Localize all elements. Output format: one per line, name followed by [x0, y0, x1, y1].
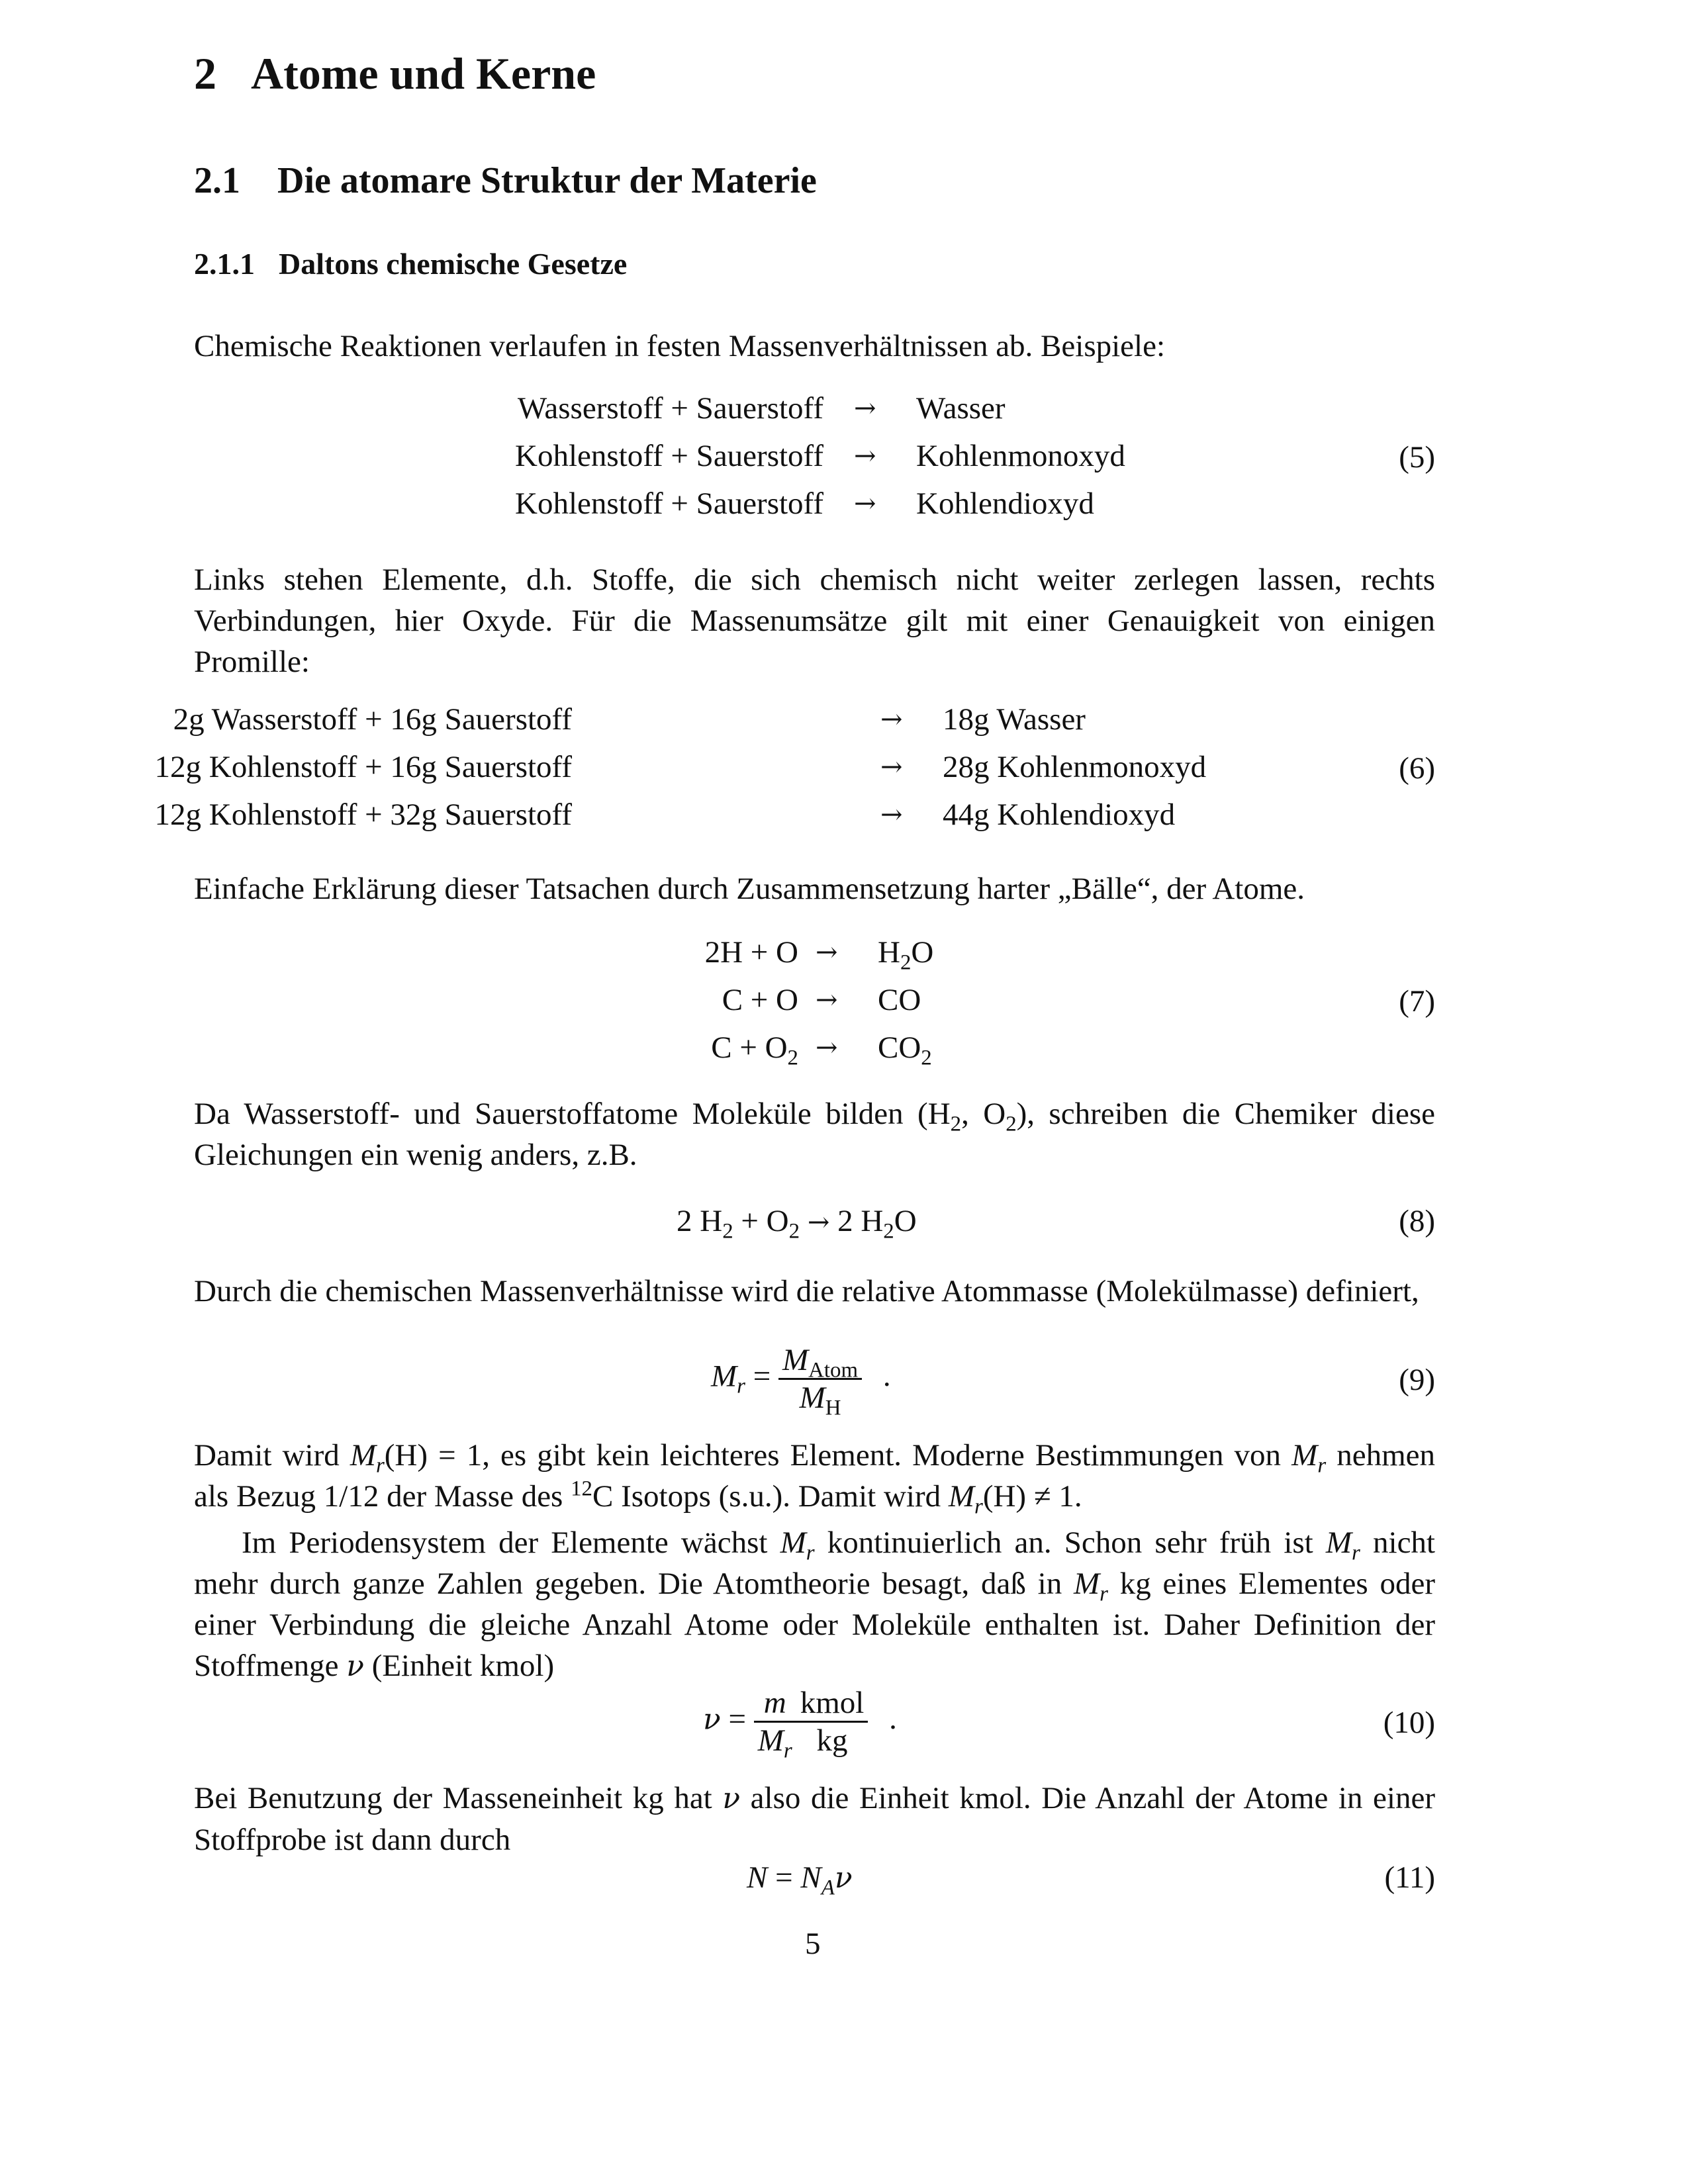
text-span: , O: [961, 1097, 1006, 1131]
fraction: $\frac{m}{M_r}$: [754, 1685, 796, 1758]
section-number: 2.1: [194, 160, 240, 201]
text-span: (H) = 1, es gibt kein leichteres Element. Moderne Bestimmungen von: [384, 1438, 1292, 1473]
arrow-icon: →: [854, 393, 876, 424]
text-span: (H) ≠ 1.: [982, 1479, 1082, 1514]
eq-right: Kohlendioxyd: [916, 486, 1094, 521]
page-number: 5: [805, 1927, 821, 1961]
arrow-icon: →: [807, 1207, 830, 1238]
paragraph-molecules: Da Wasserstoff- und Sauerstoffatome Moleküle bilden ($H_2$, $O_2$), schreiben die Chemiker diese Gleichungen ein wenig anders, z.B.: [194, 1097, 1436, 1172]
arrow-icon: →: [816, 985, 838, 1015]
eq-right: 28g Kohlenmonoxyd: [943, 750, 1207, 784]
eq-left: 12g Kohlenstoff + 32g Sauerstoff: [154, 797, 572, 832]
paragraph-atomic-mass: Durch die chemischen Massenverhältnisse wird die relative Atommasse (Molekülmasse) definiert,: [194, 1274, 1419, 1308]
eq-right: $H_2O$: [878, 935, 934, 975]
eq-right: Wasser: [916, 391, 1006, 426]
equation-number: (6): [1399, 751, 1435, 786]
eq-left: Kohlenstoff + Sauerstoff: [515, 486, 823, 521]
equation-6: [154, 702, 1231, 844]
eq-left: C + O: [722, 983, 798, 1017]
eq-left: Wasserstoff + Sauerstoff: [517, 391, 823, 426]
equation-10: ν = $\frac{m}{M_r}$ $\frac{\text{kmol}}{kg}$ .: [703, 1686, 897, 1763]
unit-fraction: [796, 1685, 868, 1758]
unit-denominator: kg: [816, 1723, 848, 1758]
arrow-icon: →: [854, 441, 876, 471]
equation-number: (5): [1399, 440, 1435, 475]
arrow-icon: →: [880, 799, 903, 830]
equation-row: [463, 438, 1125, 486]
text-span: C Isotops (s.u.). Damit wird: [592, 1479, 949, 1514]
equation-7: [662, 934, 993, 1077]
equation-row: [662, 934, 993, 982]
equation-11: $N = N_A\nu$: [747, 1860, 853, 1900]
unit-numerator: kmol: [796, 1685, 868, 1723]
subsection-heading: [194, 246, 627, 281]
subsection-title: Daltons chemische Gesetze: [279, 247, 628, 281]
paragraph-atoms: Einfache Erklärung dieser Tatsachen durch Zusammensetzung harter „Bälle“, der Atome.: [194, 872, 1305, 906]
equation-row: [662, 982, 993, 1030]
paragraph-periodic-system: Im Periodensystem der Elemente wächst $M_r$ kontinuierlich an. Schon sehr früh ist $M_r$ nicht mehr durch ganze Zahlen gegeben. Die Atomtheorie besagt, daß in $M_r$ kg eines Elementes oder einer Verbindung die gleiche Anzahl Atome oder Moleküle enthalten ist. Daher Definition der Stoffmenge ν (Einheit kmol): [194, 1525, 1435, 1683]
eq-right: 18g Wasser: [943, 702, 1086, 737]
text-span: Im Periodensystem der Elemente wächst: [242, 1525, 780, 1560]
subscript: H: [825, 1396, 841, 1420]
equation-number: (7): [1399, 984, 1435, 1019]
text-span: also die Einheit kmol. Die Anzahl der Atome in einer Stoffprobe ist dann durch: [194, 1781, 1435, 1857]
paragraph-intro: Chemische Reaktionen verlaufen in festen Massenverhältnissen ab. Beispiele:: [194, 329, 1166, 363]
paragraph-elements: Links stehen Elemente, d.h. Stoffe, die sich chemisch nicht weiter zerlegen lassen, rechts Verbindungen, hier Oxyde. Für die Massenumsätze gilt mit einer Genauigkeit von einigen Promille:: [194, 563, 1435, 679]
eq-left: $C + O_2$: [711, 1030, 798, 1070]
equation-row: [173, 702, 1231, 749]
subscript: Atom: [808, 1358, 859, 1383]
text-span: (Einheit kmol): [363, 1649, 555, 1683]
section-heading: [194, 159, 817, 202]
equation-row: [463, 390, 1125, 438]
chapter-number: 2: [194, 48, 216, 99]
eq-right: $CO_2$: [878, 1030, 932, 1070]
text-span: kontinuierlich an. Schon sehr früh ist: [814, 1525, 1326, 1560]
equation-row: [463, 486, 1125, 533]
text-span: Da Wasserstoff- und Sauerstoffatome Moleküle bilden (H: [194, 1097, 951, 1131]
paragraph-mass-unit: Bei Benutzung der Masseneinheit kg hat ν also die Einheit kmol. Die Anzahl der Atome in einer Stoffprobe ist dann durch: [194, 1781, 1435, 1857]
equation-row: [154, 749, 1231, 797]
equation-number: (8): [1399, 1204, 1435, 1238]
equation-9: $M_r$ = $\frac{M_{Atom}}{M_H}$ .: [711, 1343, 891, 1420]
fraction: $\frac{M_{Atom}}{M_H}$: [778, 1342, 862, 1416]
equation-5: [463, 390, 1125, 533]
superscript: 12: [571, 1477, 592, 1501]
subsection-number: 2.1.1: [194, 247, 255, 281]
text-span: kg eines Elementes oder einer Verbindung die gleiche Anzahl Atome oder Moleküle enthalten ist. Daher Definition der Stoffmenge: [194, 1567, 1435, 1683]
eq-right: CO: [878, 983, 921, 1017]
eq-left: 2g Wasserstoff + 16g Sauerstoff: [173, 702, 572, 737]
equation-number: (10): [1383, 1706, 1435, 1740]
eq-left: 12g Kohlenstoff + 16g Sauerstoff: [154, 750, 572, 784]
arrow-icon: →: [816, 1032, 838, 1063]
arrow-icon: →: [816, 937, 838, 968]
equation-8: 2 $H_2 + O_2 \to 2$ $H_2O$: [677, 1204, 917, 1244]
arrow-icon: →: [880, 752, 903, 782]
eq-right: Kohlenmonoxyd: [916, 439, 1125, 473]
text-span: ), schreiben die Chemiker diese Gleichungen ein wenig anders, z.B.: [194, 1097, 1436, 1172]
chapter-title: Atome und Kerne: [251, 48, 596, 99]
paragraph-reference: Damit wird $M_r(H) = 1$, es gibt kein leichteres Element. Moderne Bestimmungen von $M_r$ nehmen als Bezug 1/12 der Masse des $^{12}$C Isotops (s.u.). Damit wird $M_r(H) \ne 1$.: [194, 1438, 1435, 1519]
eq-right: 44g Kohlendioxyd: [943, 797, 1176, 832]
equation-number: (9): [1399, 1363, 1435, 1397]
text-span: nehmen als Bezug 1/12 der Masse des: [194, 1438, 1435, 1514]
eq-left: 2H + O: [704, 935, 798, 970]
eq-left: Kohlenstoff + Sauerstoff: [515, 439, 823, 473]
equation-number: (11): [1384, 1860, 1435, 1895]
chapter-heading: [194, 48, 596, 100]
text-span: Bei Benutzung der Masseneinheit kg hat: [194, 1781, 723, 1815]
section-title: Die atomare Struktur der Materie: [277, 160, 817, 201]
equation-row: [154, 797, 1231, 844]
equation-row: [662, 1030, 993, 1077]
arrow-icon: →: [880, 704, 903, 735]
text-span: nicht mehr durch ganze Zahlen gegeben. Die Atomtheorie besagt, daß in: [194, 1525, 1435, 1601]
text-span: Damit wird: [194, 1438, 350, 1473]
arrow-icon: →: [854, 488, 876, 519]
